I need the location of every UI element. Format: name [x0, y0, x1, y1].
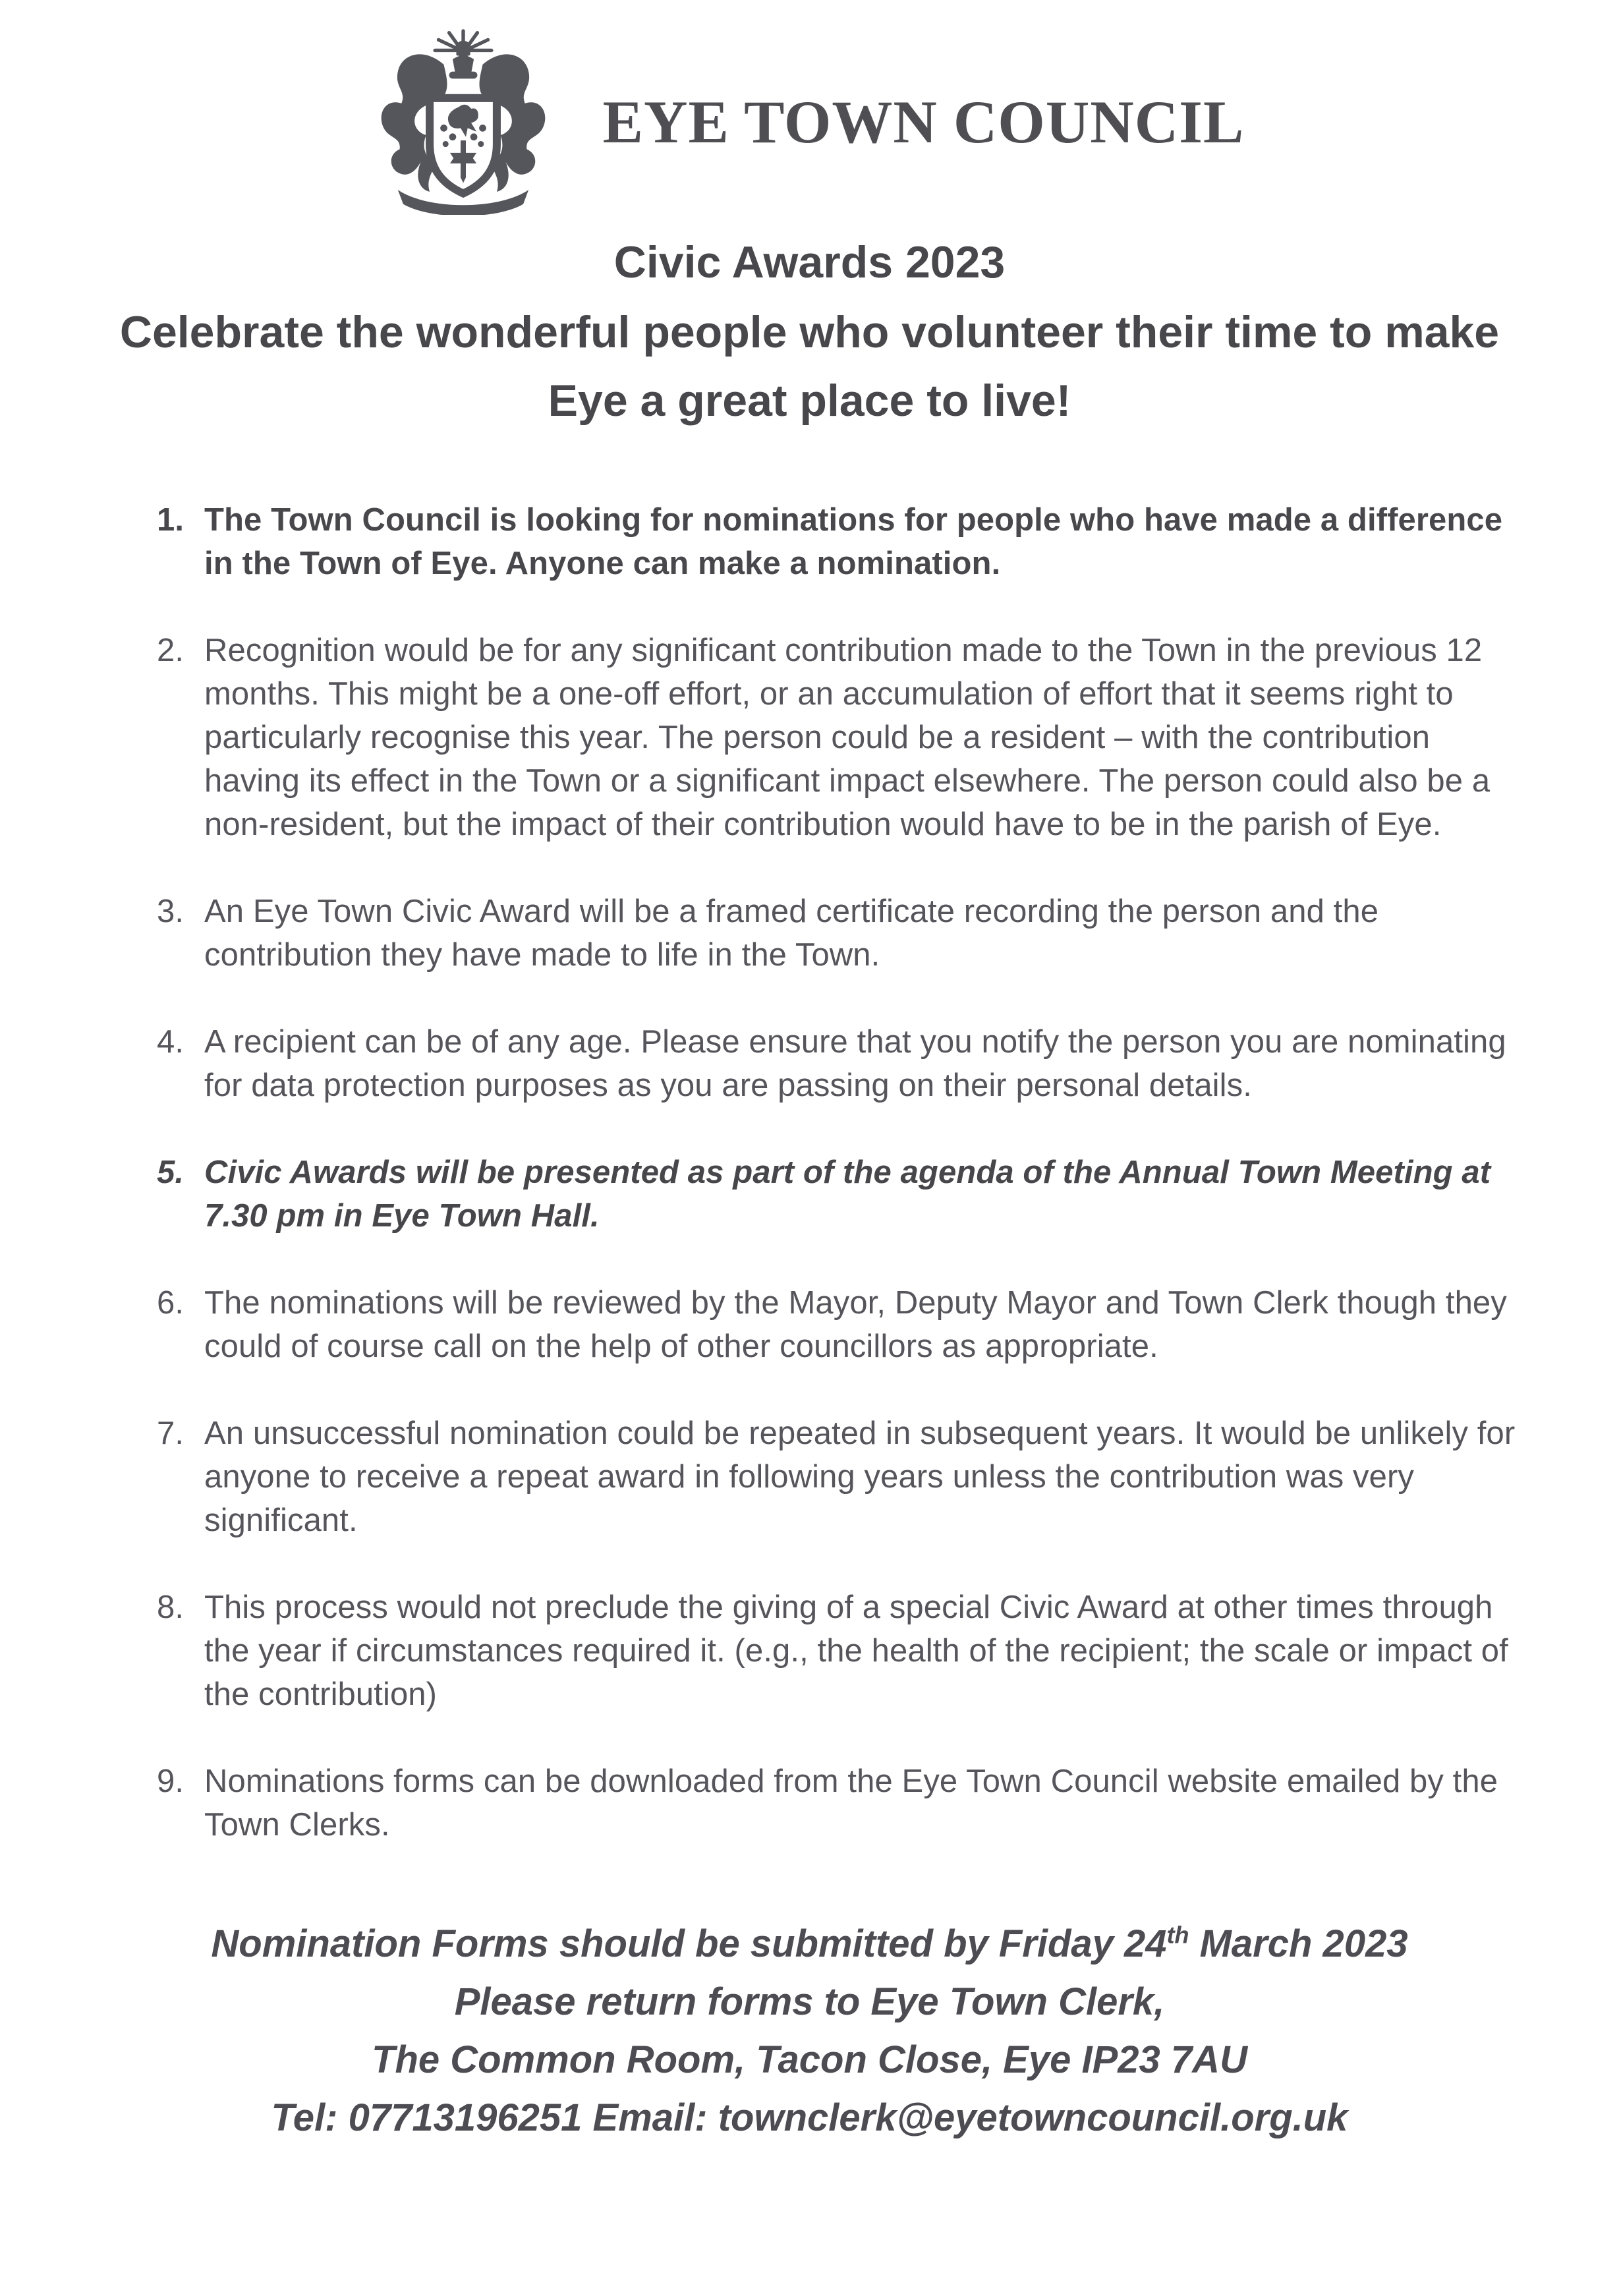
list-item [157, 1760, 1520, 1847]
list-item-text: A recipient can be of any age. Please ensure that you notify the person you are nominating for data protection purposes as you are passing on their personal details. [204, 1024, 1506, 1103]
document-title: Civic Awards 2023 [613, 237, 1006, 287]
list-item-number: 4. [157, 1024, 185, 1060]
list-item-number: 7. [157, 1416, 185, 1451]
document-header [0, 0, 1619, 215]
list-item-number: 8. [157, 1590, 185, 1625]
list-item [157, 1151, 1520, 1238]
document-subtitle [0, 298, 1619, 435]
subtitle-line-2: Eye a great place to live! [548, 376, 1071, 426]
list-item-text: This process would not preclude the giving of a special Civic Award at other times through the year if circumstances required it. (e.g., the health of the recipient; the scale or impact of the contribution) [204, 1590, 1508, 1712]
org-name: EYE TOWN COUNCIL [602, 88, 1245, 156]
footer-return-line: Please return forms to Eye Town Clerk, [454, 1980, 1165, 2023]
list-item [157, 1020, 1520, 1107]
footer-address-line: The Common Room, Tacon Close, Eye IP23 7AU [372, 2038, 1247, 2081]
footer-contact-line: Tel: 07713196251 Email: townclerk@eyetowncouncil.org.uk [271, 2096, 1348, 2139]
list-item-number: 3. [157, 894, 185, 929]
title-block [0, 229, 1619, 435]
footer-deadline-line: Nomination Forms should be submitted by Friday 24th March 2023 [211, 1921, 1408, 1965]
award-rules-list [0, 498, 1619, 1847]
list-item [157, 629, 1520, 846]
list-item [157, 1281, 1520, 1368]
list-item [157, 890, 1520, 977]
ordinal-suffix: th [1166, 1921, 1189, 1949]
list-item [157, 498, 1520, 585]
list-item-number: 1. [157, 502, 185, 538]
list-item-number: 2. [157, 633, 185, 668]
subtitle-line-1: Celebrate the wonderful people who volunteer their time to make [119, 307, 1500, 357]
list-item-text: Recognition would be for any significant contribution made to the Town in the previous 12 months. This might be a one-off effort, or an accumulation of effort that it seems right to particularly recognise this year. The person could be a resident – with the contribution having its effect in the Town or a significant impact elsewhere. The person could also be a non-resident, but the impact of their contribution would have to be in the parish of Eye. [204, 633, 1491, 842]
list-item-text: The nominations will be reviewed by the Mayor, Deputy Mayor and Town Clerk though they could of course call on the help of other councillors as appropriate. [204, 1285, 1507, 1364]
council-crest-icon [375, 29, 552, 215]
list-item-text: The Town Council is looking for nominations for people who have made a difference in the Town of Eye. Anyone can make a nomination. [204, 502, 1503, 581]
list-item [157, 1412, 1520, 1542]
list-item-text: An Eye Town Civic Award will be a framed certificate recording the person and the contribution they have made to life in the Town. [204, 894, 1379, 973]
list-item-number: 9. [157, 1764, 185, 1799]
list-item [157, 1586, 1520, 1716]
list-item-number: 5. [157, 1155, 185, 1190]
list-item-number: 6. [157, 1285, 185, 1321]
list-item-text: Civic Awards will be presented as part of the agenda of the Annual Town Meeting at 7.30 pm in Eye Town Hall. [204, 1155, 1491, 1234]
list-item-text: An unsuccessful nomination could be repeated in subsequent years. It would be unlikely for anyone to receive a repeat award in following years unless the contribution was very significant. [204, 1416, 1516, 1538]
document-footer [0, 1915, 1619, 2147]
list-item-text: Nominations forms can be downloaded from the Eye Town Council website emailed by the Town Clerks. [204, 1764, 1498, 1843]
